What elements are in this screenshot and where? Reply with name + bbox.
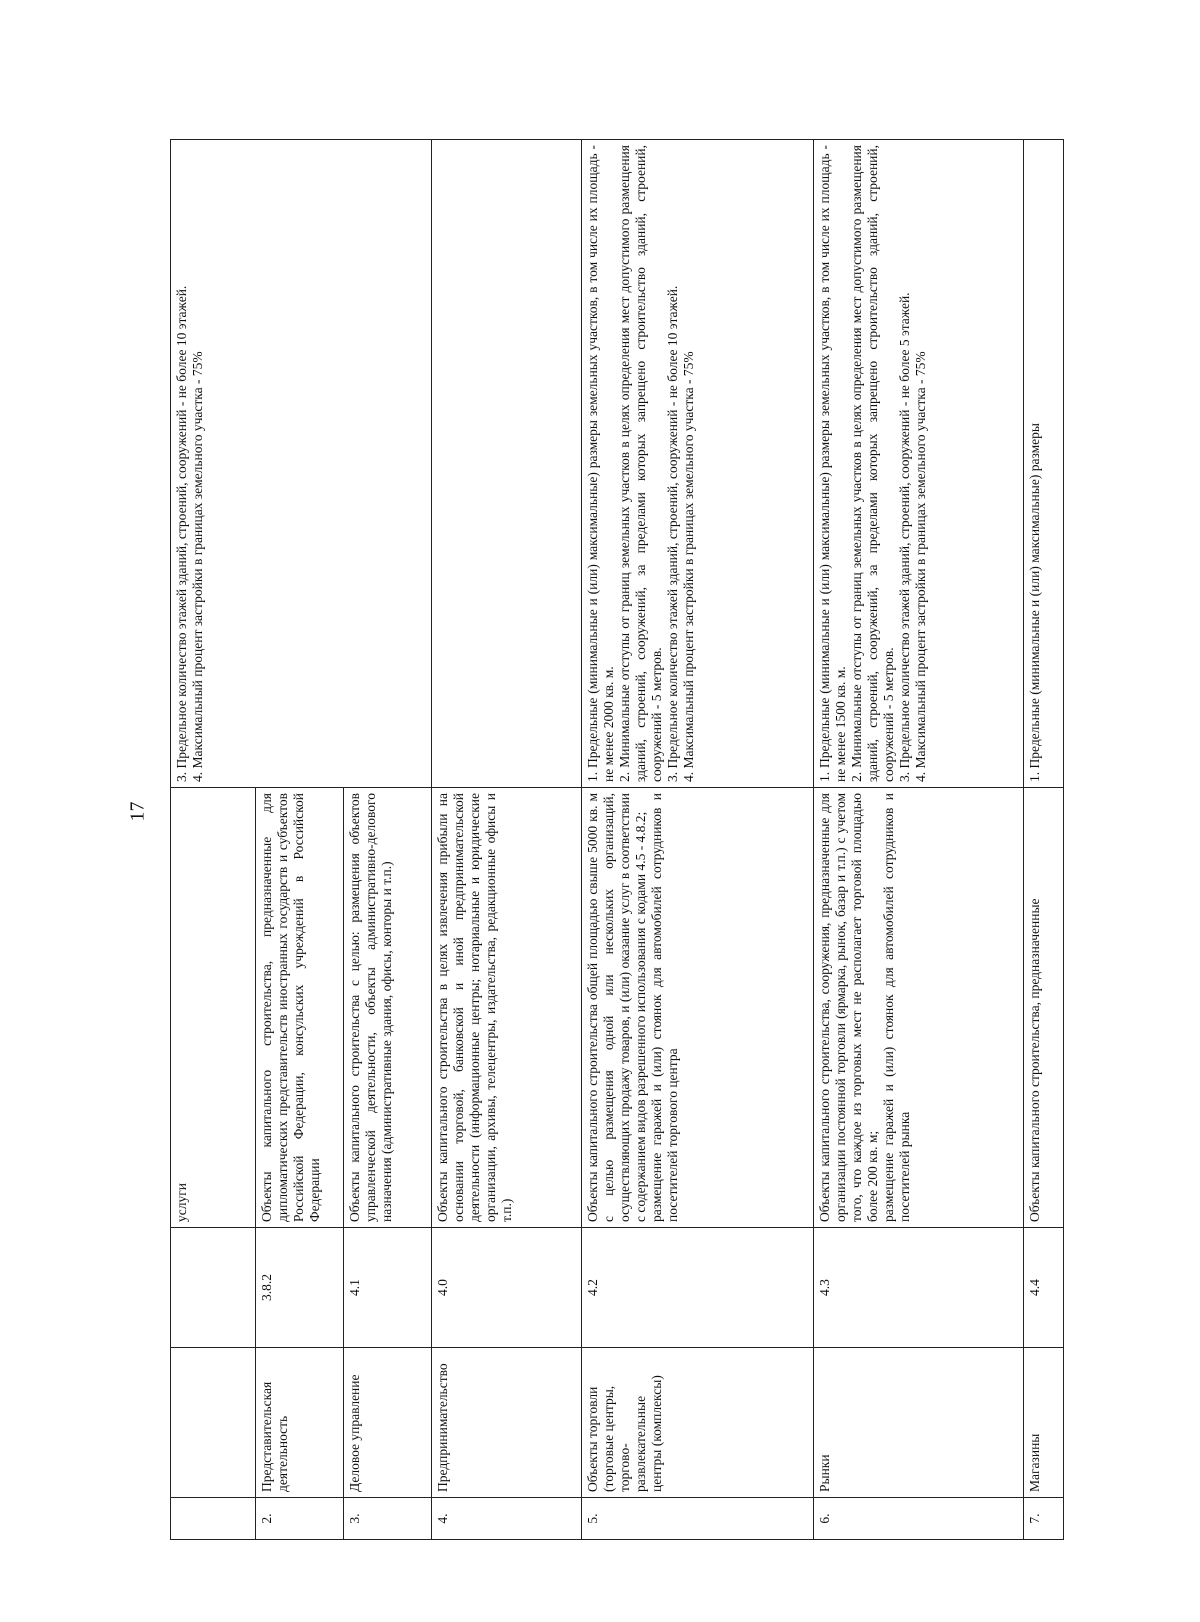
cell-desc: Объекты капитального строительства, предназначенные (1024, 788, 1064, 1228)
cell-name (171, 1348, 256, 1498)
param-line: 2. Минимальные отступы от границ земельных участков в целях определения мест допустимого размещения зданий, строений, сооружений, за пределами которых запрещено строительство зданий, строений, сооружений - 5 метров. (849, 145, 896, 782)
param-line: 4. Максимальный процент застройки в границах земельного участка - 75% (681, 351, 696, 782)
cell-params (432, 140, 582, 788)
param-line: 2. Минимальные отступы от границ земельных участков в целях определения мест допустимого размещения зданий, строений, сооружений, за пределами которых запрещено строительство зданий, строений, сооружений - 5 метров. (617, 145, 664, 782)
param-line: 1. Предельные (минимальные и (или) максимальные) размеры земельных участков, в том числе их площадь - не менее 1500 кв. м. (817, 145, 848, 782)
cell-num: 7. (1024, 1498, 1064, 1540)
cell-desc: Объекты капитального строительства в целях извлечения прибыли на основании торговой, банковской и иной предпринимательской деятельности (информационные центры; нотариальные и юридические организации, архивы, телецентры, издательства, редакционные офисы и т.п.) (432, 788, 582, 1228)
cell-num (171, 1498, 256, 1540)
param-line: 3. Предельное количество этажей зданий, строений, сооружений - не более 10 этажей. (665, 285, 680, 782)
cell-name: Рынки (814, 1348, 1024, 1498)
cell-code: 4.0 (432, 1228, 582, 1348)
cell-num: 6. (814, 1498, 1024, 1540)
rotated-table-sheet (170, 140, 1115, 1540)
cell-name: Магазины (1024, 1348, 1064, 1498)
desc-line: размещение гаражей и (или) стоянок для автомобилей сотрудников и посетителей торгового центра (649, 793, 680, 1222)
zoning-table (170, 139, 1064, 1540)
cell-name: Представительская деятельность (256, 1348, 344, 1498)
cell-name: Объекты торговли (торговые центры, торгово-развлекательные центры (комплексы) (582, 1348, 814, 1498)
cell-code (171, 1228, 256, 1348)
cell-desc (582, 788, 814, 1228)
cell-code: 4.3 (814, 1228, 1024, 1348)
desc-line: размещение гаражей и (или) стоянок для автомобилей сотрудников и посетителей рынка (881, 793, 912, 1222)
param-line: 4. Максимальный процент застройки в границах земельного участка - 75% (190, 351, 205, 782)
param-line: 4. Максимальный процент застройки в границах земельного участка - 75% (913, 351, 928, 782)
cell-desc (814, 788, 1024, 1228)
param-line: 3. Предельное количество этажей зданий, строений, сооружений - не более 10 этажей. (174, 285, 189, 782)
cell-code: 3.8.2 (256, 1228, 344, 1348)
table-row (582, 140, 814, 1540)
page-number: 17 (126, 801, 149, 822)
cell-name: Предпринимательство (432, 1348, 582, 1498)
cell-num: 5. (582, 1498, 814, 1540)
table-row (814, 140, 1024, 1540)
cell-params (814, 140, 1024, 788)
cell-code: 4.4 (1024, 1228, 1064, 1348)
param-line: 1. Предельные (минимальные и (или) максимальные) размеры земельных участков, в том числе их площадь - не менее 2000 кв. м. (585, 145, 616, 782)
cell-name: Деловое управление (344, 1348, 432, 1498)
cell-num: 3. (344, 1498, 432, 1540)
cell-params (171, 140, 432, 788)
desc-line: Объекты капитального строительства общей площадью свыше 5000 кв. м с целью размещения одной или нескольких организаций, осуществляющих продажу товаров, и (или) оказание услуг в соответствии с содержанием видов разрешенного использования с кодами 4.5 - 4.8.2; (585, 793, 648, 1222)
param-line: 3. Предельное количество этажей зданий, строений, сооружений - не более 5 этажей. (897, 292, 912, 782)
cell-params: 1. Предельные (минимальные и (или) максимальные) размеры (1024, 140, 1064, 788)
table-row-continuation (171, 140, 256, 1540)
cell-desc: Объекты капитального строительства с целью: размещения объектов управленческой деятельности, объекты административно-делового назначения (административные здания, офисы, конторы и т.п.) (344, 788, 432, 1228)
cell-desc: Объекты капитального строительства, предназначенные для дипломатических представительств иностранных государств и субъектов Российской Федерации, консульских учреждений в Российской Федерации (256, 788, 344, 1228)
table-row (432, 140, 582, 1540)
cell-code: 4.2 (582, 1228, 814, 1348)
cell-params (582, 140, 814, 788)
cell-num: 2. (256, 1498, 344, 1540)
table-row (1024, 140, 1064, 1540)
cell-desc: услуги (171, 788, 256, 1228)
cell-num: 4. (432, 1498, 582, 1540)
desc-line: Объекты капитального строительства, сооружения, предназначенные для организации постоянной торговли (ярмарка, рынок, базар и т.п.) с учетом того, что каждое из торговых мест не располагает торговой площадью более 200 кв. м; (817, 793, 880, 1222)
cell-code: 4.1 (344, 1228, 432, 1348)
